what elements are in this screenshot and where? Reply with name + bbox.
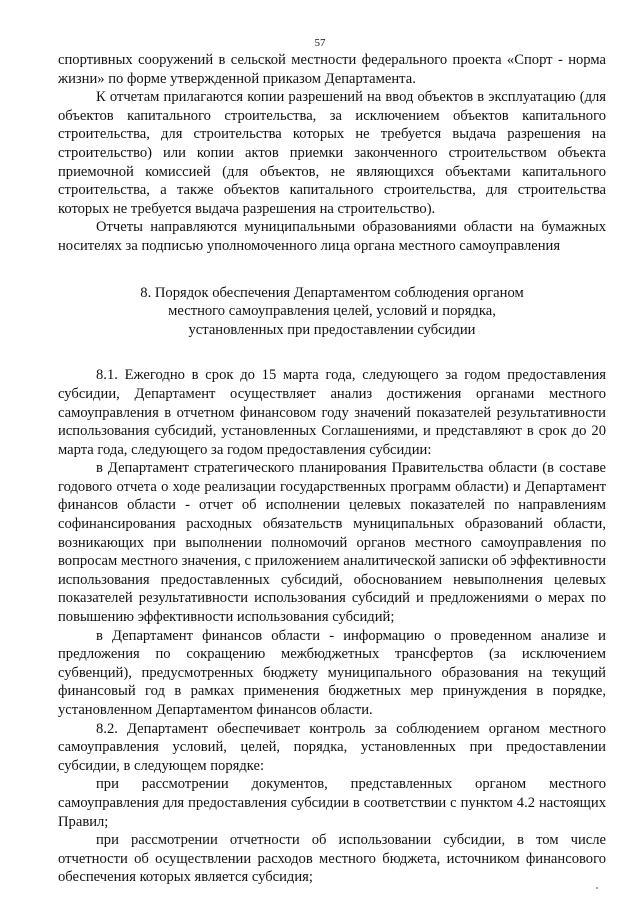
paragraph-8-1: 8.1. Ежегодно в срок до 15 марта года, следующего за годом предоставления субсидии, Департамент осуществляет анализ достижения органами местного самоуправления в отчетном финансовом году значений показателей результативности использования субсидий, установленных Соглашениями, и представляют в срок до 20 марта года, следующего за годом предоставления субсидии: <box>58 367 606 458</box>
paragraph-reporting-review: при рассмотрении отчетности об использовании субсидии, в том числе отчетности об осуществлении расходов местного бюджета, источником финансового обеспечения которых является субсидия; <box>58 832 606 886</box>
paragraph-finance-department: в Департамент финансов области - информацию о проведенном анализе и предложения по сокращению межбюджетных трансфертов (за исключением субвенций), предусмотренных бюджету муниципального образования на текущий финансовый год в рамках применения бюджетных мер принуждения в порядке, установленном Департаментом финансов области. <box>58 627 606 718</box>
page-number: 57 <box>314 37 326 49</box>
paragraph-reports-submission: Отчеты направляются муниципальными образованиями области на бумажных носителях за подписью уполномоченного лица органа местного самоуправления <box>58 219 606 254</box>
scan-dot-mark <box>596 887 598 889</box>
section-heading-line-3: установленных при предоставлении субсидии <box>188 321 476 338</box>
section-heading <box>58 284 606 340</box>
section-heading-line-2: местного самоуправления целей, условий и порядка, <box>168 303 496 320</box>
paragraph-attachments: К отчетам прилагаются копии разрешений на ввод объектов в эксплуатацию (для объектов капитального строительства, за исключением объектов капитального строительства, для строительства которых не требуется выдача разрешения на строительство) или копии актов приемки законченного строительством объекта приемочной комиссией (для объектов, не являющихся объектами капитального строительства, а также объектов капитального строительства, для строительства которых не требуется выдача разрешения на строительство). <box>58 89 606 217</box>
document-body <box>58 51 606 887</box>
paragraph-8-2: 8.2. Департамент обеспечивает контроль за соблюдением органом местного самоуправления условий, целей, порядка, установленных при предоставлении субсидии, в следующем порядке: <box>58 720 606 774</box>
paragraph-continuation: спортивных сооружений в сельской местности федерального проекта «Спорт - норма жизни» по форме утвержденной приказом Департамента. <box>58 52 606 87</box>
section-heading-line-1: 8. Порядок обеспечения Департаментом соблюдения органом <box>140 284 524 301</box>
paragraph-document-review: при рассмотрении документов, представленных органом местного самоуправления для предоставления субсидии в соответствии с пунктом 4.2 настоящих Правил; <box>58 776 606 830</box>
paragraph-strategic-planning: в Департамент стратегического планирования Правительства области (в составе годового отчета о ходе реализации государственных программ области) и Департамент финансов области - отчет об исполнении целевых показателей по направлениям софинансирования расходных обязательств муниципальных образований области, возникающих при выполнении полномочий органов местного самоуправления по вопросам местного значения, с приложением аналитической записки об эффективности использования предоставленных субсидий, обоснованием невыполнения целевых показателей результативности использования субсидий и предложениями о мерах по повышению эффективности использования субсидий; <box>58 460 606 626</box>
